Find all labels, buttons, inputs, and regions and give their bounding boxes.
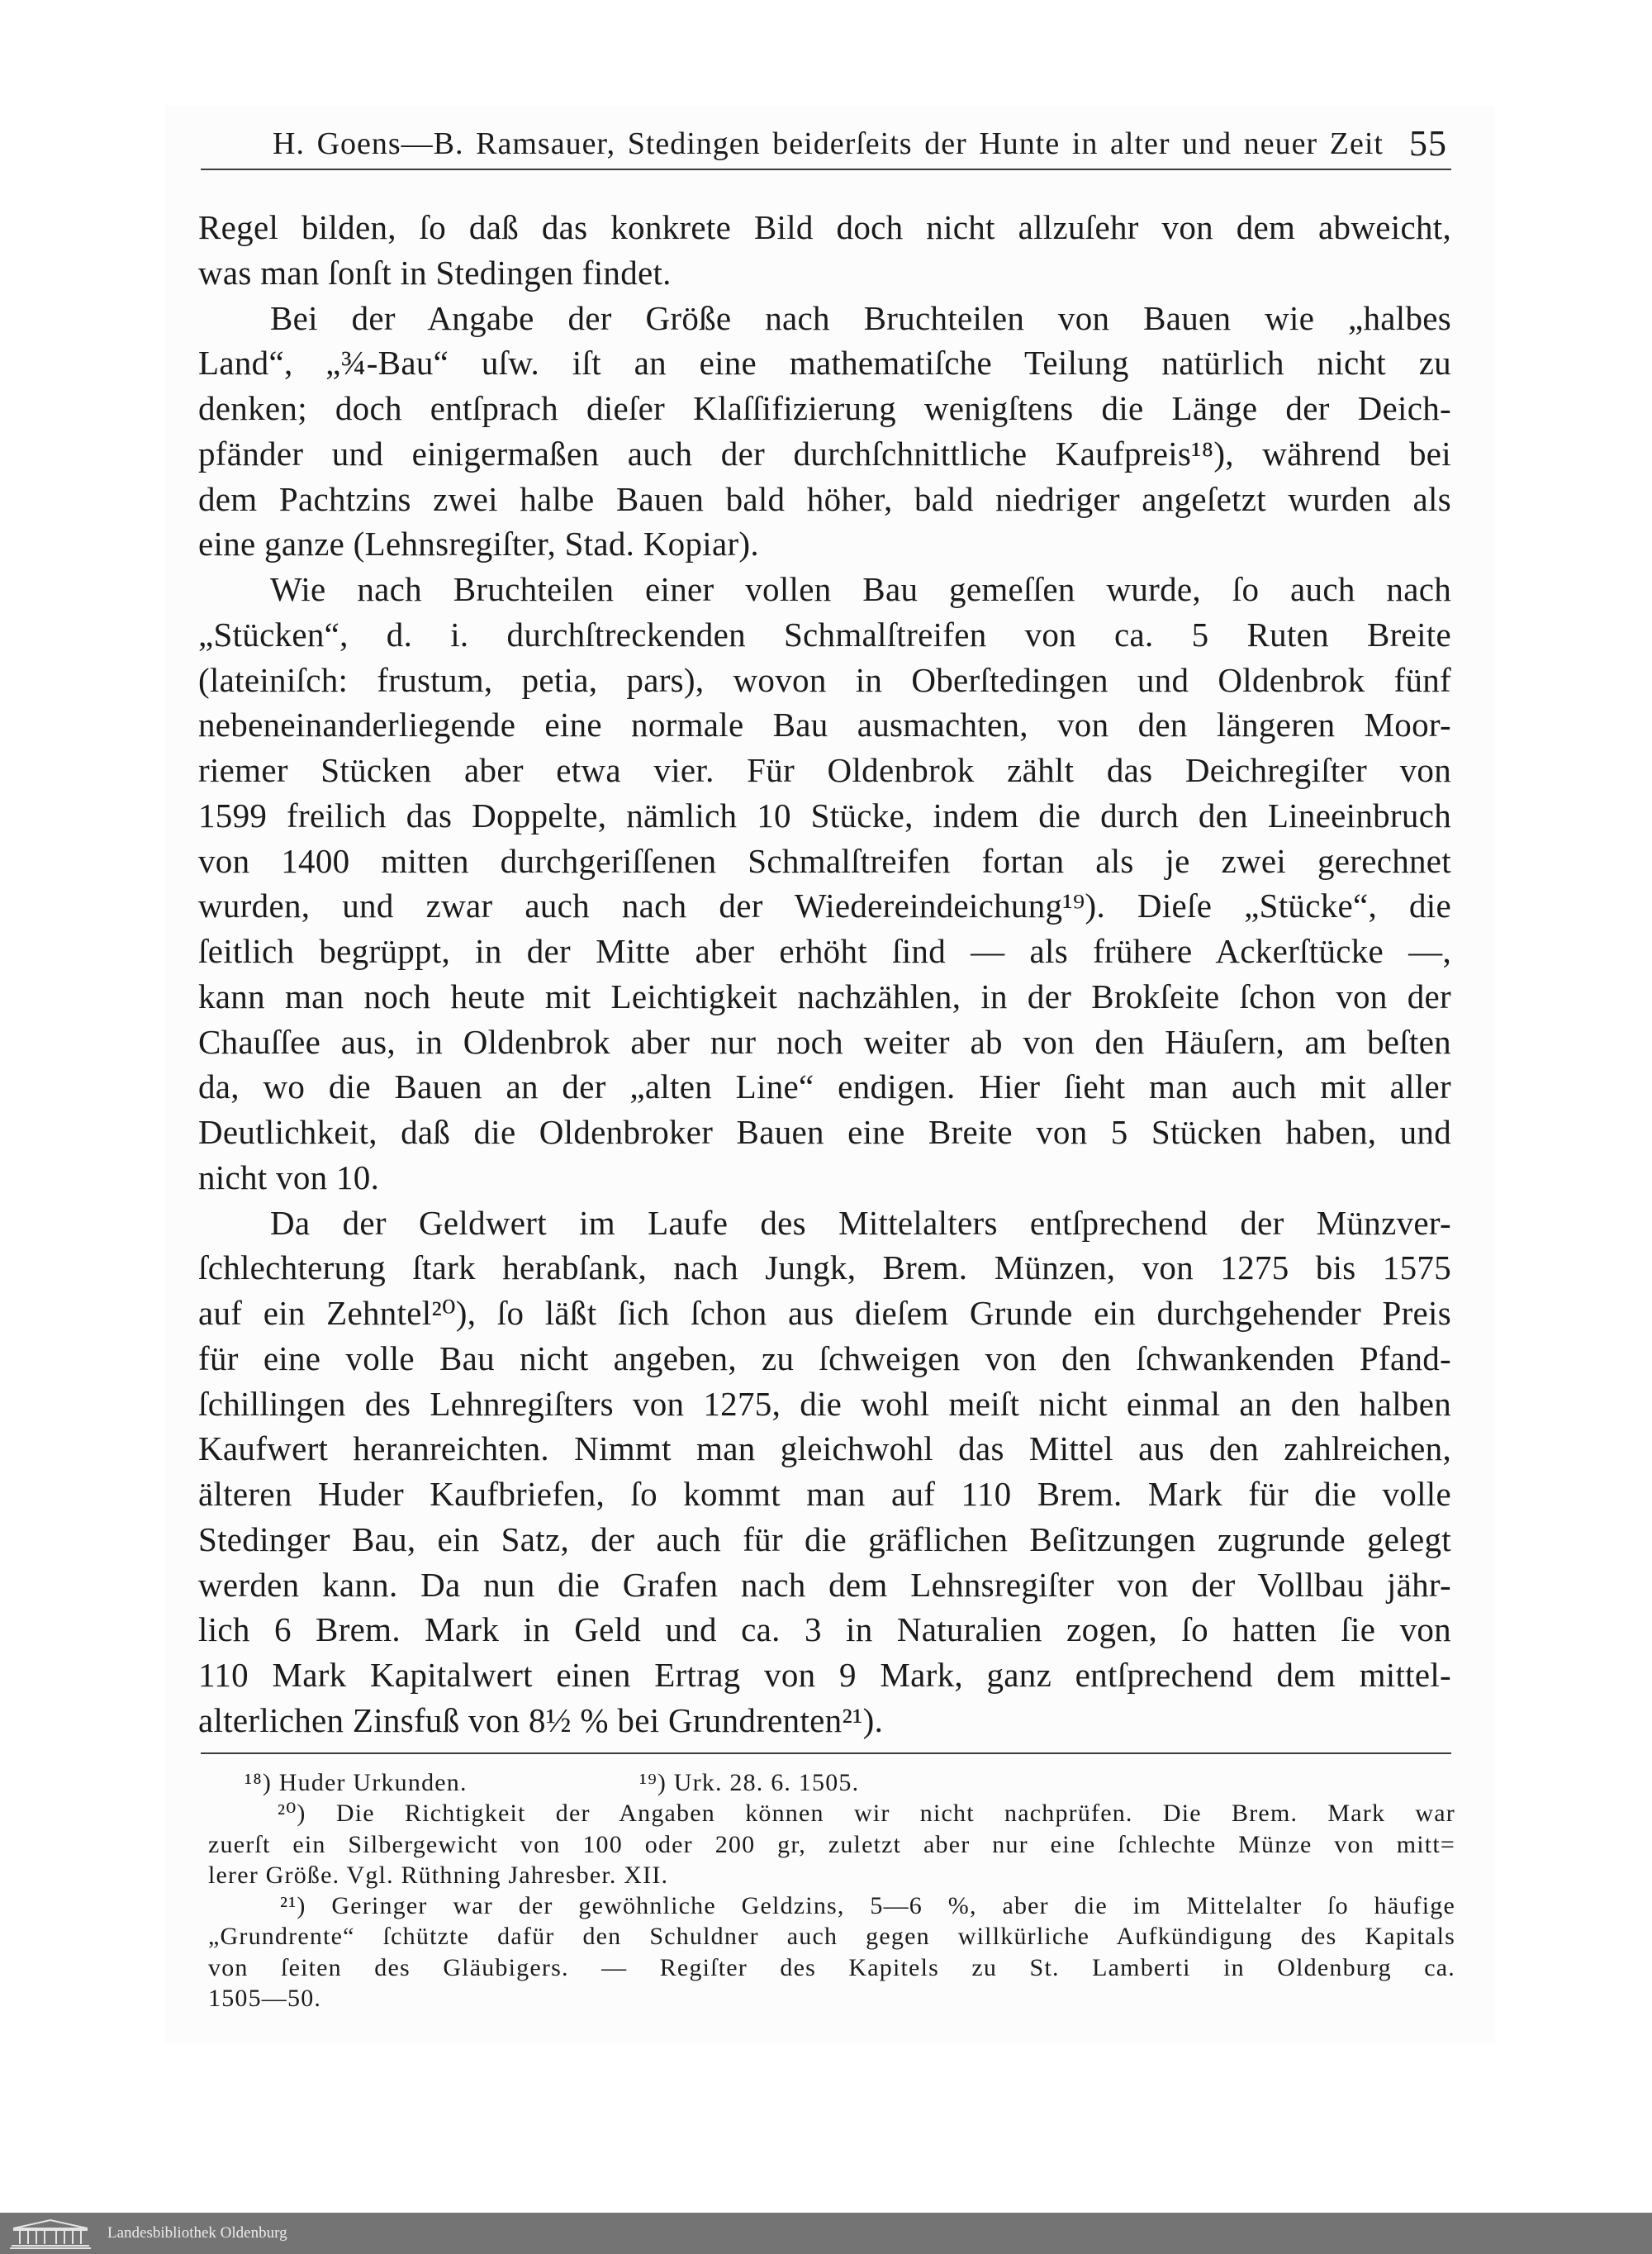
body-line: nebeneinanderliegende eine normale Bau ausmachten, von den längeren Moor- <box>198 706 1451 744</box>
body-line: werden kann. Da nun die Grafen nach dem Lehnsregiſter von der Vollbau jähr- <box>198 1565 1451 1604</box>
body-line: Regel bilden, ſo daß das konkrete Bild doch nicht allzuſehr von dem abweicht, <box>198 208 1451 246</box>
body-text <box>198 205 1451 1743</box>
footnote-line: 1505—50. <box>208 1985 322 2013</box>
page-number: 55 <box>1409 123 1447 164</box>
footnote-line: Urk. 28. 6. 1505. <box>673 1769 860 1796</box>
body-line: von 1400 mitten durchgeriſſenen Schmalſtreifen fortan als je zwei gerechnet <box>198 841 1451 880</box>
body-line: für eine volle Bau nicht angeben, zu ſchweigen von den ſchwankenden Pfand- <box>198 1339 1451 1377</box>
header-rule <box>201 169 1451 170</box>
footnote-marker: ¹⁸) <box>244 1769 273 1796</box>
footnote-line: lerer Größe. Vgl. Rüthning Jahresber. XII. <box>208 1861 669 1889</box>
paragraph <box>198 567 1451 1201</box>
body-line: lich 6 Brem. Mark in Geld und ca. 3 in Naturalien zogen, ſo hatten ſie von <box>198 1610 1451 1649</box>
footnote-18 <box>244 1767 468 1798</box>
footnote-marker: ²⁰) <box>278 1800 306 1828</box>
body-line: ſeitlich begrüppt, in der Mitte aber erhöht ſind — als frühere Ackerſtücke —, <box>198 932 1451 970</box>
footnote-rule <box>201 1752 1451 1754</box>
body-line: riemer Stücken aber etwa vier. Für Oldenbrok zählt das Deichregiſter von <box>198 751 1451 789</box>
body-line: pfänder und einigermaßen auch der durchſchnittliche Kaufpreis¹⁸), während bei <box>198 434 1451 473</box>
footnote-20 <box>208 1798 1455 1828</box>
body-line: ſchillingen des Lehnregiſters von 1275, die wohl meiſt nicht einmal an den halben <box>198 1384 1451 1423</box>
paragraph <box>198 296 1451 568</box>
body-line: älteren Huder Kaufbriefen, ſo kommt man auf 110 Brem. Mark für die volle <box>198 1475 1451 1513</box>
running-head: H. Goens—B. Ramsauer, Stedingen beiderſeits der Hunte in alter und neuer Zeit <box>273 126 1384 161</box>
body-line: auf ein Zehntel²⁰), ſo läßt ſich ſchon aus dieſem Grunde ein durchgehender Preis <box>198 1294 1451 1332</box>
body-line: eine ganze (Lehnsregiſter, Stad. Kopiar). <box>198 525 759 564</box>
body-line: 1599 freilich das Doppelte, nämlich 10 Stücke, indem die durch den Lineeinbruch <box>198 796 1451 835</box>
footnote-line: „Grundrente“ ſchützte dafür den Schuldner auch gegen willkürliche Aufkündigung des Kapitals <box>208 1923 1455 1951</box>
paragraph <box>198 1201 1451 1743</box>
body-line: (lateiniſch: frustum, petia, pars), wovon in Oberſtedingen und Oldenbrok fünf <box>198 660 1451 699</box>
body-line: was man ſonſt in Stedingen findet. <box>198 253 672 292</box>
body-line: kann man noch heute mit Leichtigkeit nachzählen, in der Brokſeite ſchon von der <box>198 977 1451 1015</box>
footnote-line: Die Richtigkeit der Angaben können wir nicht nachprüfen. Die Brem. Mark war <box>335 1800 1455 1828</box>
body-line: da, wo die Bauen an der „alten Line“ endigen. Hier ſieht man auch mit aller <box>198 1068 1451 1106</box>
body-line: Deutlichkeit, daß die Oldenbroker Bauen eine Breite von 5 Stücken haben, und <box>198 1113 1451 1151</box>
body-line: alterlichen Zinsfuß von 8½ % bei Grundrenten²¹). <box>198 1700 884 1739</box>
footnote-marker: ²¹) <box>280 1892 306 1920</box>
body-line: Land“, „¾-Bau“ uſw. iſt an eine mathematiſche Teilung natürlich nicht zu <box>198 344 1451 383</box>
footnote-line: von ſeiten des Gläubigers. — Regiſter des Kapitels zu St. Lamberti in Oldenburg ca. <box>208 1953 1455 1981</box>
body-line: Bei der Angabe der Größe nach Bruchteilen von Bauen wie „halbes <box>270 298 1451 337</box>
paragraph <box>198 205 1451 296</box>
footnote-marker: ¹⁹) <box>639 1769 667 1796</box>
footnote-19 <box>639 1767 859 1798</box>
body-line: nicht von 10. <box>198 1158 380 1196</box>
body-line: Da der Geldwert im Laufe des Mittelalters entſprechend der Münzver- <box>270 1203 1451 1242</box>
body-line: 110 Mark Kapitalwert einen Ertrag von 9 Mark, ganz entſprechend dem mittel- <box>198 1656 1451 1694</box>
library-footer-bar <box>0 2213 1652 2254</box>
body-line: ſchlechterung ſtark herabſank, nach Jungk, Brem. Münzen, von 1275 bis 1575 <box>198 1248 1451 1287</box>
body-line: denken; doch entſprach dieſer Klaſſifizierung wenigſtens die Länge der Deich- <box>198 389 1451 427</box>
body-line: Stedinger Bau, ein Satz, der auch für die gräflichen Beſitzungen zugrunde gelegt <box>198 1519 1451 1558</box>
footnote-line: Huder Urkunden. <box>278 1769 468 1796</box>
body-line: dem Pachtzins zwei halbe Bauen bald höher, bald niedriger angeſetzt wurden als <box>198 479 1451 518</box>
footnote-row <box>208 1767 1455 1798</box>
body-line: Chauſſee aus, in Oldenbrok aber nur noch weiter ab von den Häuſern, am beſten <box>198 1022 1451 1061</box>
footnote-21 <box>208 1890 1455 1921</box>
body-line: wurden, und zwar auch nach der Wiedereindeichung¹⁹). Dieſe „Stücke“, die <box>198 887 1451 925</box>
library-building-icon <box>10 2218 91 2249</box>
body-line: Wie nach Bruchteilen einer vollen Bau gemeſſen wurde, ſo auch nach <box>270 570 1451 608</box>
footnote-line: zuerſt ein Silbergewicht von 100 oder 200 gr, zuletzt aber nur eine ſchlechte Münze von mitt= <box>208 1830 1455 1858</box>
body-line: „Stücken“, d. i. durchſtreckenden Schmalſtreifen von ca. 5 Ruten Breite <box>198 615 1451 654</box>
body-line: Kaufwert heranreichten. Nimmt man gleichwohl das Mittel aus den zahlreichen, <box>198 1429 1451 1468</box>
footnotes <box>208 1767 1455 2014</box>
footnote-line: Geringer war der gewöhnliche Geldzins, 5—6 %, aber die im Mittelalter ſo häufige <box>331 1892 1455 1920</box>
library-name: Landesbibliothek Oldenburg <box>107 2224 287 2242</box>
